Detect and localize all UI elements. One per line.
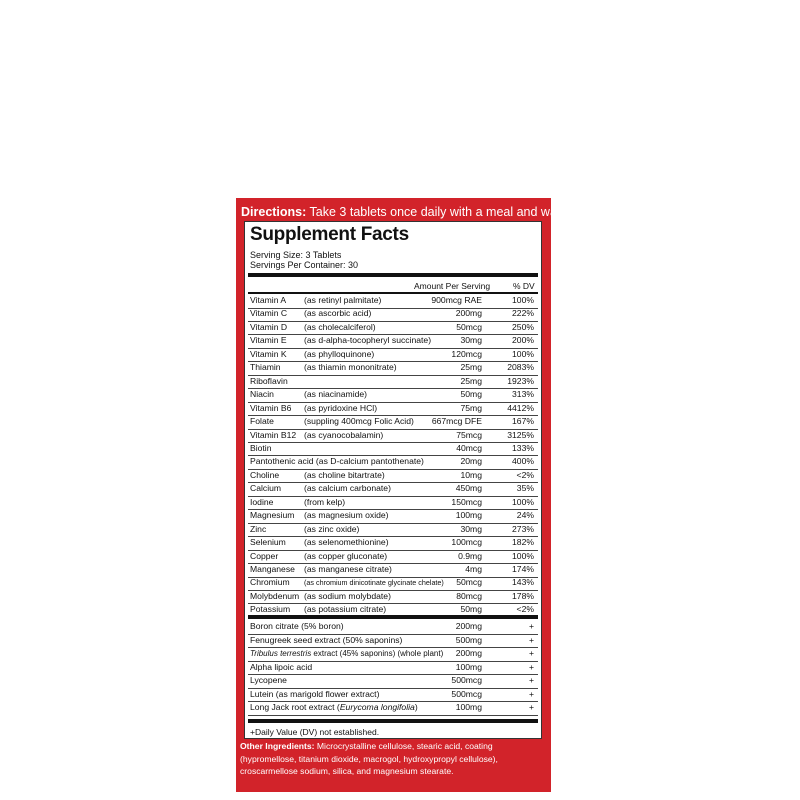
nutrient-source: (as choline bitartrate)	[304, 469, 385, 480]
nutrient-name: Magnesium	[250, 510, 295, 521]
other-ingredient-row	[248, 634, 538, 649]
nutrient-dv: 313%	[512, 389, 534, 400]
nutrient-dv: 1923%	[507, 375, 534, 386]
nutrient-dv: 143%	[512, 577, 534, 588]
nutrient-name: Zinc	[250, 523, 267, 534]
nutrient-source: (as ascorbic acid)	[304, 308, 372, 319]
nutrient-dv: 4412%	[507, 402, 534, 413]
nutrient-source: (as retinyl palmitate)	[304, 295, 382, 305]
nutrient-amount: 100mcg	[451, 537, 482, 548]
name-italic: Tribulus terrestris	[250, 649, 312, 658]
nutrient-row	[248, 361, 538, 376]
nutrient-dv: <2%	[516, 469, 534, 480]
other-ingredient-row	[248, 620, 538, 635]
nutrient-source: (as cyanocobalamin)	[304, 429, 384, 440]
nutrient-name: Vitamin C	[250, 308, 288, 319]
nutrient-dv: 182%	[512, 537, 534, 548]
nutrient-row	[248, 307, 538, 322]
other-ingredient-amount: 500mcg	[451, 688, 482, 699]
nutrient-source: (as zinc oxide)	[304, 523, 360, 534]
nutrient-dv: 222%	[512, 308, 534, 319]
nutrient-dv: 400%	[512, 456, 534, 467]
supplement-facts-box	[244, 221, 542, 739]
nutrient-name: Chromium	[250, 577, 290, 588]
nutrient-name: Iodine	[250, 496, 274, 507]
nutrient-row	[248, 590, 538, 605]
nutrient-amount: 4mg	[465, 564, 482, 574]
nutrient-amount: 80mcg	[456, 590, 482, 601]
nutrient-name: Vitamin B6	[250, 402, 292, 413]
nutrient-name: Selenium	[250, 537, 286, 548]
nutrient-dv: 2083%	[507, 362, 534, 373]
nutrient-row	[248, 576, 538, 591]
nutrient-source: (as thiamin mononitrate)	[304, 362, 397, 373]
nutrient-row	[248, 469, 538, 484]
nutrient-source: (as cholecalciferol)	[304, 321, 376, 332]
nutrient-dv: 273%	[512, 523, 534, 534]
other-ingredient-name: Alpha lipoic acid	[250, 661, 313, 672]
nutrient-amount: 30mg	[460, 335, 482, 346]
other-ingredient-name: Boron citrate (5% boron)	[250, 621, 344, 631]
other-ingredient-amount: 200mg	[455, 621, 482, 631]
nutrient-dv: <2%	[516, 604, 534, 615]
nutrient-row	[248, 402, 538, 417]
nutrient-amount: 0.9mg	[458, 550, 482, 561]
nutrient-dv: 174%	[512, 564, 534, 574]
footer-divider	[248, 719, 538, 723]
other-ingredient-row	[248, 674, 538, 689]
nutrient-dv: 100%	[512, 348, 534, 359]
nutrient-name: Pantothenic acid (as D-calcium pantothenate)	[250, 456, 424, 467]
other-ingredient-name: Lycopene	[250, 675, 287, 685]
nutrient-dv: 24%	[516, 510, 534, 521]
col-amount-header: Amount Per Serving	[414, 281, 491, 291]
nutrient-amount: 40mcg	[456, 442, 482, 453]
nutrient-dv: 167%	[512, 416, 534, 427]
nutrient-row	[248, 563, 538, 578]
other-ingredient-name	[250, 701, 418, 714]
nutrient-row	[248, 496, 538, 511]
nutrient-amount: 50mcg	[456, 577, 482, 588]
other-ingredient-amount: 100mg	[455, 661, 482, 672]
nutrient-amount: 50mg	[460, 604, 482, 615]
other-ingredients-body: Microcrystalline cellulose, stearic acid, coating (hypromellose, titanium dioxide, macrogol, hydroxypropyl cellulose), croscarmellose sodium, silica, and magnesium stearate.	[240, 741, 498, 776]
other-ingredient-dv: +	[528, 688, 534, 699]
nutrient-name: Thiamin	[250, 362, 281, 373]
nutrient-name: Molybdenum	[250, 590, 300, 601]
nutrient-amount: 75mcg	[456, 429, 482, 440]
nutrient-dv: 35%	[516, 483, 534, 494]
nutrient-row	[248, 550, 538, 565]
other-ingredients-text	[240, 740, 548, 778]
other-ingredient-amount: 500mcg	[451, 675, 482, 685]
nutrient-dv: 250%	[512, 321, 534, 332]
other-ingredient-amount: 500mg	[455, 634, 482, 645]
nutrient-amount: 10mg	[460, 469, 482, 480]
other-ingredient-dv: +	[528, 702, 534, 712]
nutrient-amount: 900mcg RAE	[431, 295, 482, 305]
nutrient-row	[248, 523, 538, 538]
other-ingredient-row	[248, 661, 538, 676]
nutrient-row	[248, 321, 538, 336]
nutrient-dv: 3125%	[507, 429, 534, 440]
nutrient-amount: 100mg	[455, 510, 482, 521]
other-ingredient-row	[248, 647, 538, 662]
nutrient-row	[248, 429, 538, 444]
nutrient-dv: 100%	[512, 550, 534, 561]
nutrient-name: Riboflavin	[250, 375, 288, 386]
nutrient-name: Potassium	[250, 604, 291, 615]
nutrient-amount: 200mg	[455, 308, 482, 319]
nutrient-source: (suppling 400mcg Folic Acid)	[304, 416, 414, 427]
directions-text	[241, 204, 575, 220]
nutrient-name: Niacin	[250, 389, 274, 400]
other-ingredient-dv: +	[528, 648, 534, 658]
nutrient-dv: 100%	[512, 295, 534, 305]
nutrient-row	[248, 455, 538, 470]
nutrient-amount: 30mg	[460, 523, 482, 534]
nutrient-amount: 120mcg	[451, 348, 482, 359]
nutrient-source: (as pyridoxine HCl)	[304, 402, 378, 413]
nutrient-row	[248, 482, 538, 497]
nutrient-source: (as selenomethionine)	[304, 537, 389, 548]
other-ingredient-dv: +	[528, 634, 534, 645]
other-ingredient-dv: +	[528, 675, 534, 685]
nutrient-name: Folate	[250, 416, 274, 427]
nutrient-source: (as copper gluconate)	[304, 550, 388, 561]
nutrient-source: (as magnesium oxide)	[304, 510, 389, 521]
nutrient-source: (as sodium molybdate)	[304, 590, 391, 601]
other-ingredient-name: Lutein (as marigold flower extract)	[250, 688, 380, 699]
other-ingredients-label: Other Ingredients:	[240, 741, 315, 751]
nutrient-name: Vitamin E	[250, 335, 287, 346]
nutrient-amount: 50mcg	[456, 321, 482, 332]
nutrient-dv: 200%	[512, 335, 534, 346]
nutrient-amount: 450mg	[455, 483, 482, 494]
nutrient-amount: 50mg	[460, 389, 482, 400]
nutrient-source: (as chromium dinicotinate glycinate chelate)	[304, 578, 444, 588]
other-ingredient-dv: +	[528, 621, 534, 631]
nutrient-amount: 25mg	[460, 362, 482, 373]
nutrient-source: (as niacinamide)	[304, 389, 368, 400]
nutrient-name: Vitamin K	[250, 348, 287, 359]
other-ingredient-amount: 200mg	[455, 648, 482, 658]
nutrient-name: Vitamin A	[250, 295, 287, 305]
nutrient-row	[248, 536, 538, 551]
other-ingredient-dv: +	[528, 661, 534, 672]
nutrient-name: Manganese	[250, 564, 295, 574]
name-italic: Eurycoma longifolia	[339, 702, 415, 712]
nutrient-row	[248, 348, 538, 363]
nutrient-name: Vitamin B12	[250, 429, 297, 440]
servings-per-container: Servings Per Container: 30	[250, 260, 359, 270]
name-part: extract (45% saponins) (whole plant)	[311, 649, 444, 658]
nutrient-amount: 20mg	[460, 456, 482, 467]
other-ingredient-amount: 100mg	[455, 702, 482, 712]
nutrient-amount: 150mcg	[451, 496, 482, 507]
nutrient-row	[248, 442, 538, 457]
dv-note: +Daily Value (DV) not established.	[250, 727, 380, 737]
nutrient-row	[248, 334, 538, 349]
nutrient-source: (as manganese citrate)	[304, 564, 392, 574]
nutrient-source: (as d-alpha-tocopheryl succinate)	[304, 335, 432, 346]
nutrient-name: Vitamin D	[250, 321, 288, 332]
nutrient-dv: 133%	[512, 442, 534, 453]
nutrient-name: Copper	[250, 550, 279, 561]
other-ingredient-name	[250, 647, 443, 660]
nutrient-source: (from kelp)	[304, 496, 346, 507]
nutrient-name: Calcium	[250, 483, 282, 494]
nutrient-source: (as calcium carbonate)	[304, 483, 391, 494]
nutrient-name: Biotin	[250, 442, 272, 453]
nutrient-dv: 100%	[512, 496, 534, 507]
directions-label: Directions:	[241, 205, 307, 219]
header-divider	[248, 273, 538, 277]
facts-title: Supplement Facts	[250, 224, 409, 245]
col-dv-header: % DV	[513, 281, 535, 291]
name-part: Long Jack root extract (	[250, 702, 340, 712]
directions-body: Take 3 tablets once daily with a meal and water.	[306, 205, 575, 219]
nutrient-row	[248, 415, 538, 430]
other-ingredient-row	[248, 688, 538, 703]
nutrient-amount: 25mg	[460, 375, 482, 386]
nutrient-source: (as potassium citrate)	[304, 604, 387, 615]
nutrient-source: (as phylloquinone)	[304, 348, 375, 359]
nutrient-row	[248, 509, 538, 524]
nutrient-name: Choline	[250, 469, 280, 480]
other-ingredient-name: Fenugreek seed extract (50% saponins)	[250, 634, 403, 645]
name-part: )	[414, 702, 418, 712]
nutrient-amount: 75mg	[460, 402, 482, 413]
nutrient-amount: 667mcg DFE	[431, 416, 482, 427]
nutrient-row	[248, 294, 538, 309]
nutrient-row	[248, 375, 538, 390]
nutrient-row	[248, 388, 538, 403]
serving-size: Serving Size: 3 Tablets	[250, 250, 342, 260]
section-divider	[248, 615, 538, 619]
other-ingredient-row	[248, 701, 538, 716]
nutrient-dv: 178%	[512, 590, 534, 601]
